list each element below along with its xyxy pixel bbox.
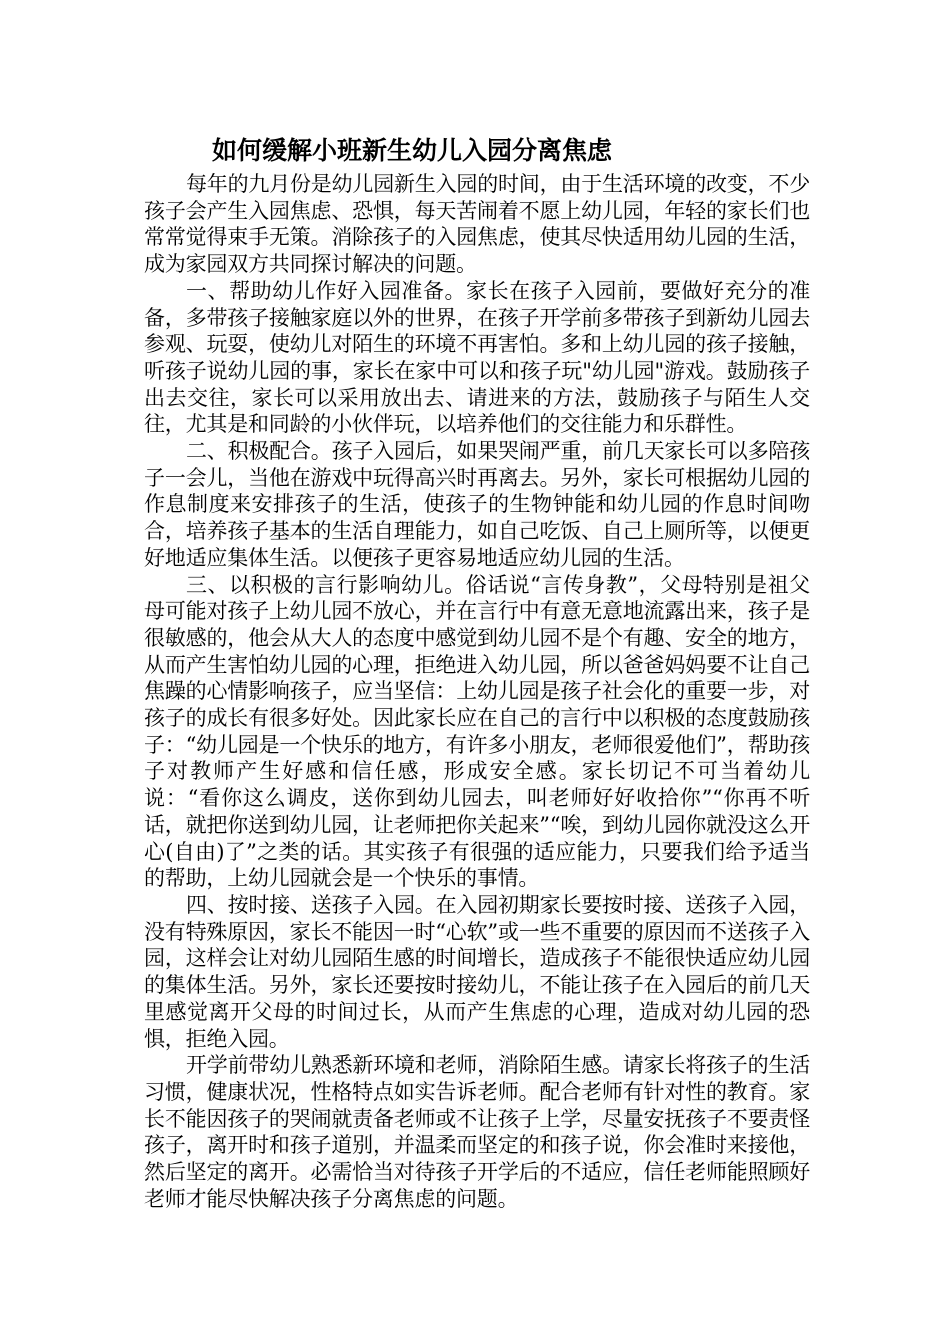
document-body [144, 171, 810, 1212]
paragraph-section-4: 四、按时接、送孩子入园。在入园初期家长要按时接、送孩子入园，没有特殊原因，家长不能因一时“心软”或一些不重要的原因而不送孩子入园，这样会让对幼儿园陌生感的时间增长，造成孩子不能很快适应幼儿园的集体生活。另外，家长还要按时接幼儿，不能让孩子在入园后的前几天里感觉离开父母的时间过长，从而产生焦虑的心理，造成对幼儿园的恐惧，拒绝入园。 [144, 892, 810, 1051]
paragraph-section-2: 二、积极配合。孩子入园后，如果哭闹严重，前几天家长可以多陪孩子一会儿，当他在游戏中玩得高兴时再离去。另外，家长可根据幼儿园的作息制度来安排孩子的生活，使孩子的生物钟能和幼儿园的作息时间吻合，培养孩子基本的生活自理能力，如自己吃饭、自己上厕所等，以便更好地适应集体生活。以便孩子更容易地适应幼儿园的生活。 [144, 439, 810, 570]
paragraph-intro: 每年的九月份是幼儿园新生入园的时间，由于生活环境的改变，不少孩子会产生入园焦虑、恐惧，每天苦闹着不愿上幼儿园，年轻的家长们也常常觉得束手无策。消除孩子的入园焦虑，使其尽快适用幼儿园的生活，成为家园双方共同探讨解决的问题。 [144, 172, 810, 277]
paragraph-section-3: 三、以积极的言行影响幼儿。俗话说“言传身教”，父母特别是祖父母可能对孩子上幼儿园不放心，并在言行中有意无意地流露出来，孩子是很敏感的，他会从大人的态度中感觉到幼儿园不是个有趣、安全的地方，从而产生害怕幼儿园的心理，拒绝进入幼儿园，所以爸爸妈妈要不让自己焦躁的心情影响孩子，应当坚信：上幼儿园是孩子社会化的重要一步，对孩子的成长有很多好处。因此家长应在自己的言行中以积极的态度鼓励孩子：“幼儿园是一个快乐的地方，有许多小朋友，老师很爱他们”，帮助孩子对教师产生好感和信任感，形成安全感。家长切记不可当着幼儿说：“看你这么调皮，送你到幼儿园去，叫老师好好收拾你”“你再不听话，就把你送到幼儿园，让老师把你关起来”“唉，到幼儿园你就没这么开心(自由)了”之类的话。其实孩子有很强的适应能力，只要我们给予适当的帮助，上幼儿园就会是一个快乐的事情。 [144, 572, 810, 891]
document-title: 如何缓解小班新生幼儿入园分离焦虑 [212, 136, 613, 165]
paragraph-section-1: 一、帮助幼儿作好入园准备。家长在孩子入园前，要做好充分的准备，多带孩子接触家庭以外的世界，在孩子开学前多带孩子到新幼儿园去参观、玩耍，使幼儿对陌生的环境不再害怕。多和上幼儿园的孩子接触，听孩子说幼儿园的事，家长在家中可以和孩子玩"幼儿园"游戏。鼓励孩子出去交往，家长可以采用放出去、请进来的方法，鼓励孩子与陌生人交往，尤其是和同龄的小伙伴玩，以培养他们的交往能力和乐群性。 [144, 278, 810, 437]
paragraph-conclusion: 开学前带幼儿熟悉新环境和老师，消除陌生感。请家长将孩子的生活习惯，健康状况，性格特点如实告诉老师。配合老师有针对性的教育。家长不能因孩子的哭闹就责备老师或不让孩子上学，尽量安抚孩子不要责怪孩子，离开时和孩子道别，并温柔而坚定的和孩子说，你会准时来接他，然后坚定的离开。必需恰当对待孩子开学后的不适应，信任老师能照顾好老师才能尽快解决孩子分离焦虑的问题。 [144, 1053, 810, 1211]
